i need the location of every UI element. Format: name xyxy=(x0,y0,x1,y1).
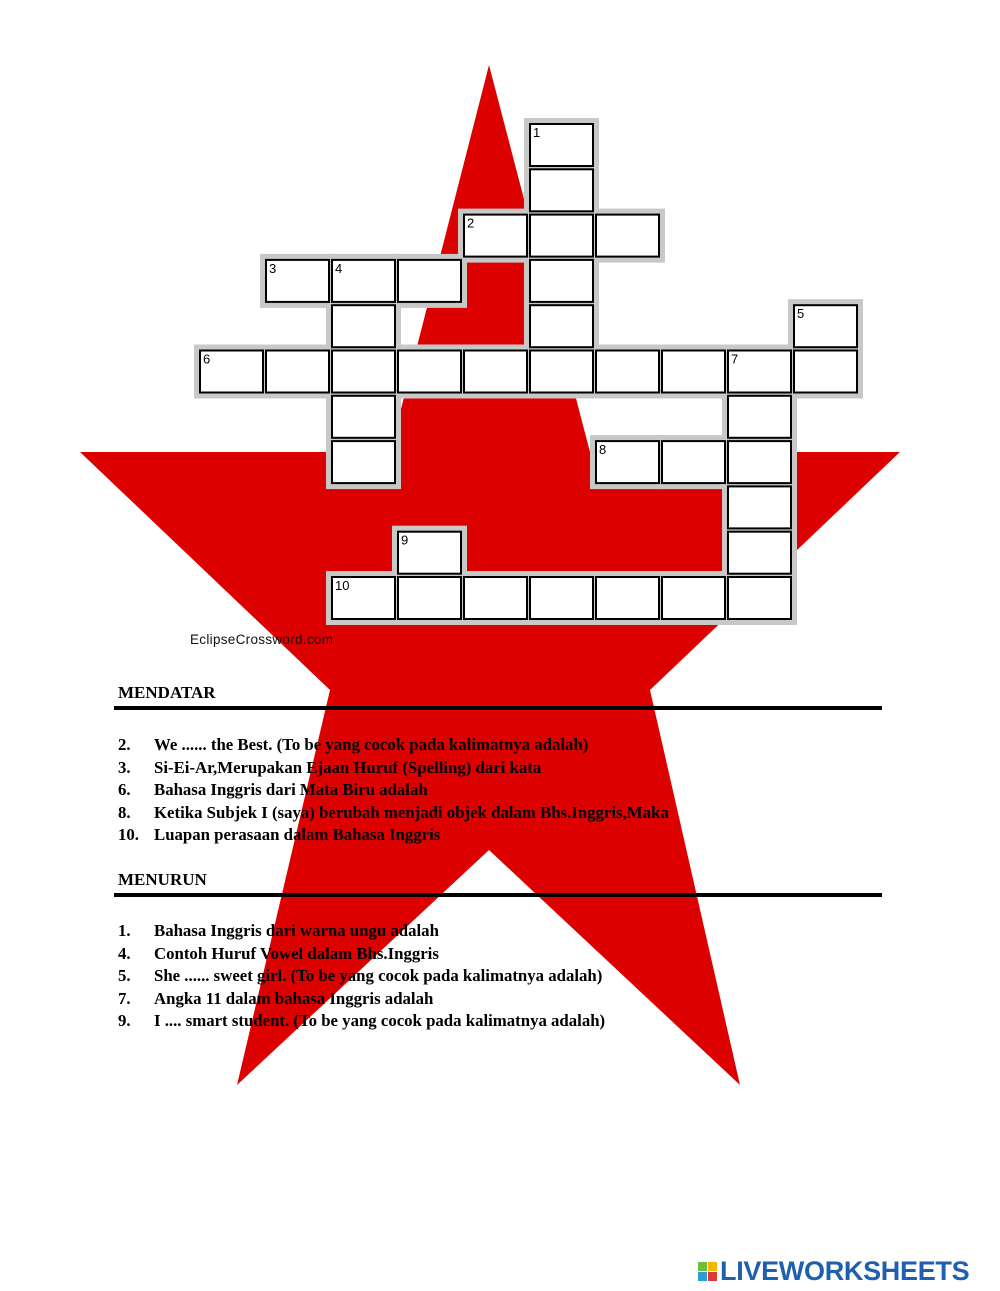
liveworksheets-logo xyxy=(698,1256,969,1287)
down-clue xyxy=(118,920,838,943)
clue-text: We ...... the Best. (To be yang cocok pada kalimatnya adalah) xyxy=(154,735,589,754)
crossword-cell[interactable] xyxy=(728,577,791,619)
crossword-cell[interactable] xyxy=(398,260,461,302)
across-divider xyxy=(114,706,882,710)
clue-text: Bahasa Inggris dari warna ungu adalah xyxy=(154,921,439,940)
clue-number: 10. xyxy=(118,825,139,845)
down-divider xyxy=(114,893,882,897)
cell-box[interactable] xyxy=(596,215,659,257)
cell-box[interactable] xyxy=(530,260,593,302)
across-clue xyxy=(118,779,838,802)
cell-box[interactable] xyxy=(728,441,791,483)
crossword-cell[interactable] xyxy=(596,351,659,393)
cell-number: 8 xyxy=(599,442,607,458)
cell-number: 5 xyxy=(797,306,805,322)
crossword-cell[interactable] xyxy=(464,215,527,257)
down-clue xyxy=(118,943,838,966)
crossword-cell[interactable] xyxy=(794,351,857,393)
clue-number: 5. xyxy=(118,966,131,986)
crossword-cell[interactable] xyxy=(662,577,725,619)
clue-text: Contoh Huruf Vowel dalam Bhs.Inggris xyxy=(154,943,439,963)
crossword-cell[interactable] xyxy=(530,305,593,347)
cell-number: 6 xyxy=(203,351,211,367)
cell-box[interactable] xyxy=(398,260,461,302)
cell-box[interactable] xyxy=(728,486,791,528)
across-title: MENDATAR xyxy=(118,683,216,702)
down-clue xyxy=(118,1010,838,1033)
crossword-cell[interactable] xyxy=(596,577,659,619)
crossword-cell[interactable] xyxy=(530,351,593,393)
logo-icon xyxy=(698,1262,717,1281)
crossword-cell[interactable] xyxy=(332,577,395,619)
across-clue xyxy=(118,734,838,757)
cell-number: 4 xyxy=(335,260,343,276)
cell-box[interactable] xyxy=(332,441,395,483)
cell-box[interactable] xyxy=(266,351,329,393)
cell-box[interactable] xyxy=(332,305,395,347)
crossword-cell[interactable] xyxy=(728,532,791,574)
crossword-cell[interactable] xyxy=(332,441,395,483)
clue-text: Bahasa Inggris dari Mata Biru adalah xyxy=(154,780,428,800)
credit-text: EclipseCrossword.com xyxy=(190,632,334,647)
across-clue-list xyxy=(118,734,838,847)
crossword-cell[interactable] xyxy=(662,441,725,483)
crossword-cell[interactable] xyxy=(464,351,527,393)
clue-text: Angka 11 dalam bahasa Inggris adalah xyxy=(154,988,434,1008)
crossword-cell[interactable] xyxy=(728,486,791,528)
clue-number: 6. xyxy=(118,780,131,800)
cell-number: 9 xyxy=(401,532,409,548)
cell-box[interactable] xyxy=(728,532,791,574)
crossword-cell[interactable] xyxy=(398,577,461,619)
crossword-cell[interactable] xyxy=(596,441,659,483)
crossword-cell[interactable] xyxy=(464,577,527,619)
down-title: MENURUN xyxy=(118,870,207,889)
crossword-cell[interactable] xyxy=(530,124,593,166)
clue-text: I .... smart student. (To be yang cocok pada kalimatnya adalah) xyxy=(154,1011,606,1031)
cell-box[interactable] xyxy=(464,577,527,619)
clue-number: 8. xyxy=(118,802,131,822)
crossword-cell[interactable] xyxy=(266,351,329,393)
crossword-cell[interactable] xyxy=(332,396,395,438)
cell-box[interactable] xyxy=(728,396,791,438)
crossword-cell[interactable] xyxy=(530,260,593,302)
clue-text: Luapan perasaan dalam Bahasa Inggris xyxy=(154,825,441,845)
crossword-cell[interactable] xyxy=(530,169,593,211)
cell-number: 2 xyxy=(467,215,475,231)
crossword-cell[interactable] xyxy=(266,260,329,302)
across-clue xyxy=(118,757,838,780)
crossword-cell[interactable] xyxy=(332,305,395,347)
crossword-cell[interactable] xyxy=(200,351,263,393)
cell-number: 10 xyxy=(335,578,350,593)
logo-text: LIVEWORKSHEETS xyxy=(720,1256,970,1286)
cell-number: 3 xyxy=(269,260,277,276)
crossword-cell[interactable] xyxy=(794,305,857,347)
logo-square-l xyxy=(698,1262,707,1271)
down-clue-list xyxy=(118,920,838,1033)
cell-box[interactable] xyxy=(662,441,725,483)
clue-number: 2. xyxy=(118,735,131,754)
clue-text: Si-Ei-Ar,Merupakan Ejaan Huruf (Spelling) dari kata xyxy=(154,757,542,777)
crossword-cell[interactable] xyxy=(332,351,395,393)
clue-text: Ketika Subjek I (saya) berubah menjadi objek dalam Bhs.Inggris,Maka xyxy=(154,802,669,822)
across-clue xyxy=(118,824,838,847)
cell-box[interactable] xyxy=(596,351,659,393)
clue-number: 4. xyxy=(118,943,131,963)
cell-box[interactable] xyxy=(530,305,593,347)
crossword-cell[interactable] xyxy=(530,215,593,257)
down-clue xyxy=(118,965,838,988)
cell-box[interactable] xyxy=(662,351,725,393)
logo-square-i xyxy=(708,1262,717,1271)
crossword-cell[interactable] xyxy=(398,532,461,574)
cell-box[interactable] xyxy=(332,396,395,438)
across-clue xyxy=(118,802,838,825)
cell-box[interactable] xyxy=(398,351,461,393)
down-clue xyxy=(118,988,838,1011)
cell-box[interactable] xyxy=(530,215,593,257)
logo-square-v xyxy=(698,1272,707,1281)
cell-box[interactable] xyxy=(728,577,791,619)
cell-box[interactable] xyxy=(662,577,725,619)
clue-number: 7. xyxy=(118,988,131,1008)
clue-text: She ...... sweet girl. (To be yang cocok pada kalimatnya adalah) xyxy=(154,966,603,986)
crossword-cell[interactable] xyxy=(728,351,791,393)
cell-box[interactable] xyxy=(530,577,593,619)
crossword-cell[interactable] xyxy=(332,260,395,302)
crossword-cell[interactable] xyxy=(398,351,461,393)
cell-box[interactable] xyxy=(596,577,659,619)
cell-box[interactable] xyxy=(332,351,395,393)
cell-box[interactable] xyxy=(464,351,527,393)
clue-number: 3. xyxy=(118,757,131,777)
crossword-cell[interactable] xyxy=(596,215,659,257)
cell-number: 1 xyxy=(533,125,541,140)
logo-square-e xyxy=(708,1272,717,1281)
cell-box[interactable] xyxy=(530,169,593,211)
crossword-cell[interactable] xyxy=(662,351,725,393)
clue-number: 1. xyxy=(118,921,131,940)
crossword-cell[interactable] xyxy=(530,577,593,619)
crossword-cell[interactable] xyxy=(728,396,791,438)
cell-box[interactable] xyxy=(398,577,461,619)
clue-number: 9. xyxy=(118,1011,131,1031)
cell-box[interactable] xyxy=(530,351,593,393)
crossword-cell[interactable] xyxy=(728,441,791,483)
cell-number: 7 xyxy=(731,351,739,367)
cell-box[interactable] xyxy=(794,351,857,393)
